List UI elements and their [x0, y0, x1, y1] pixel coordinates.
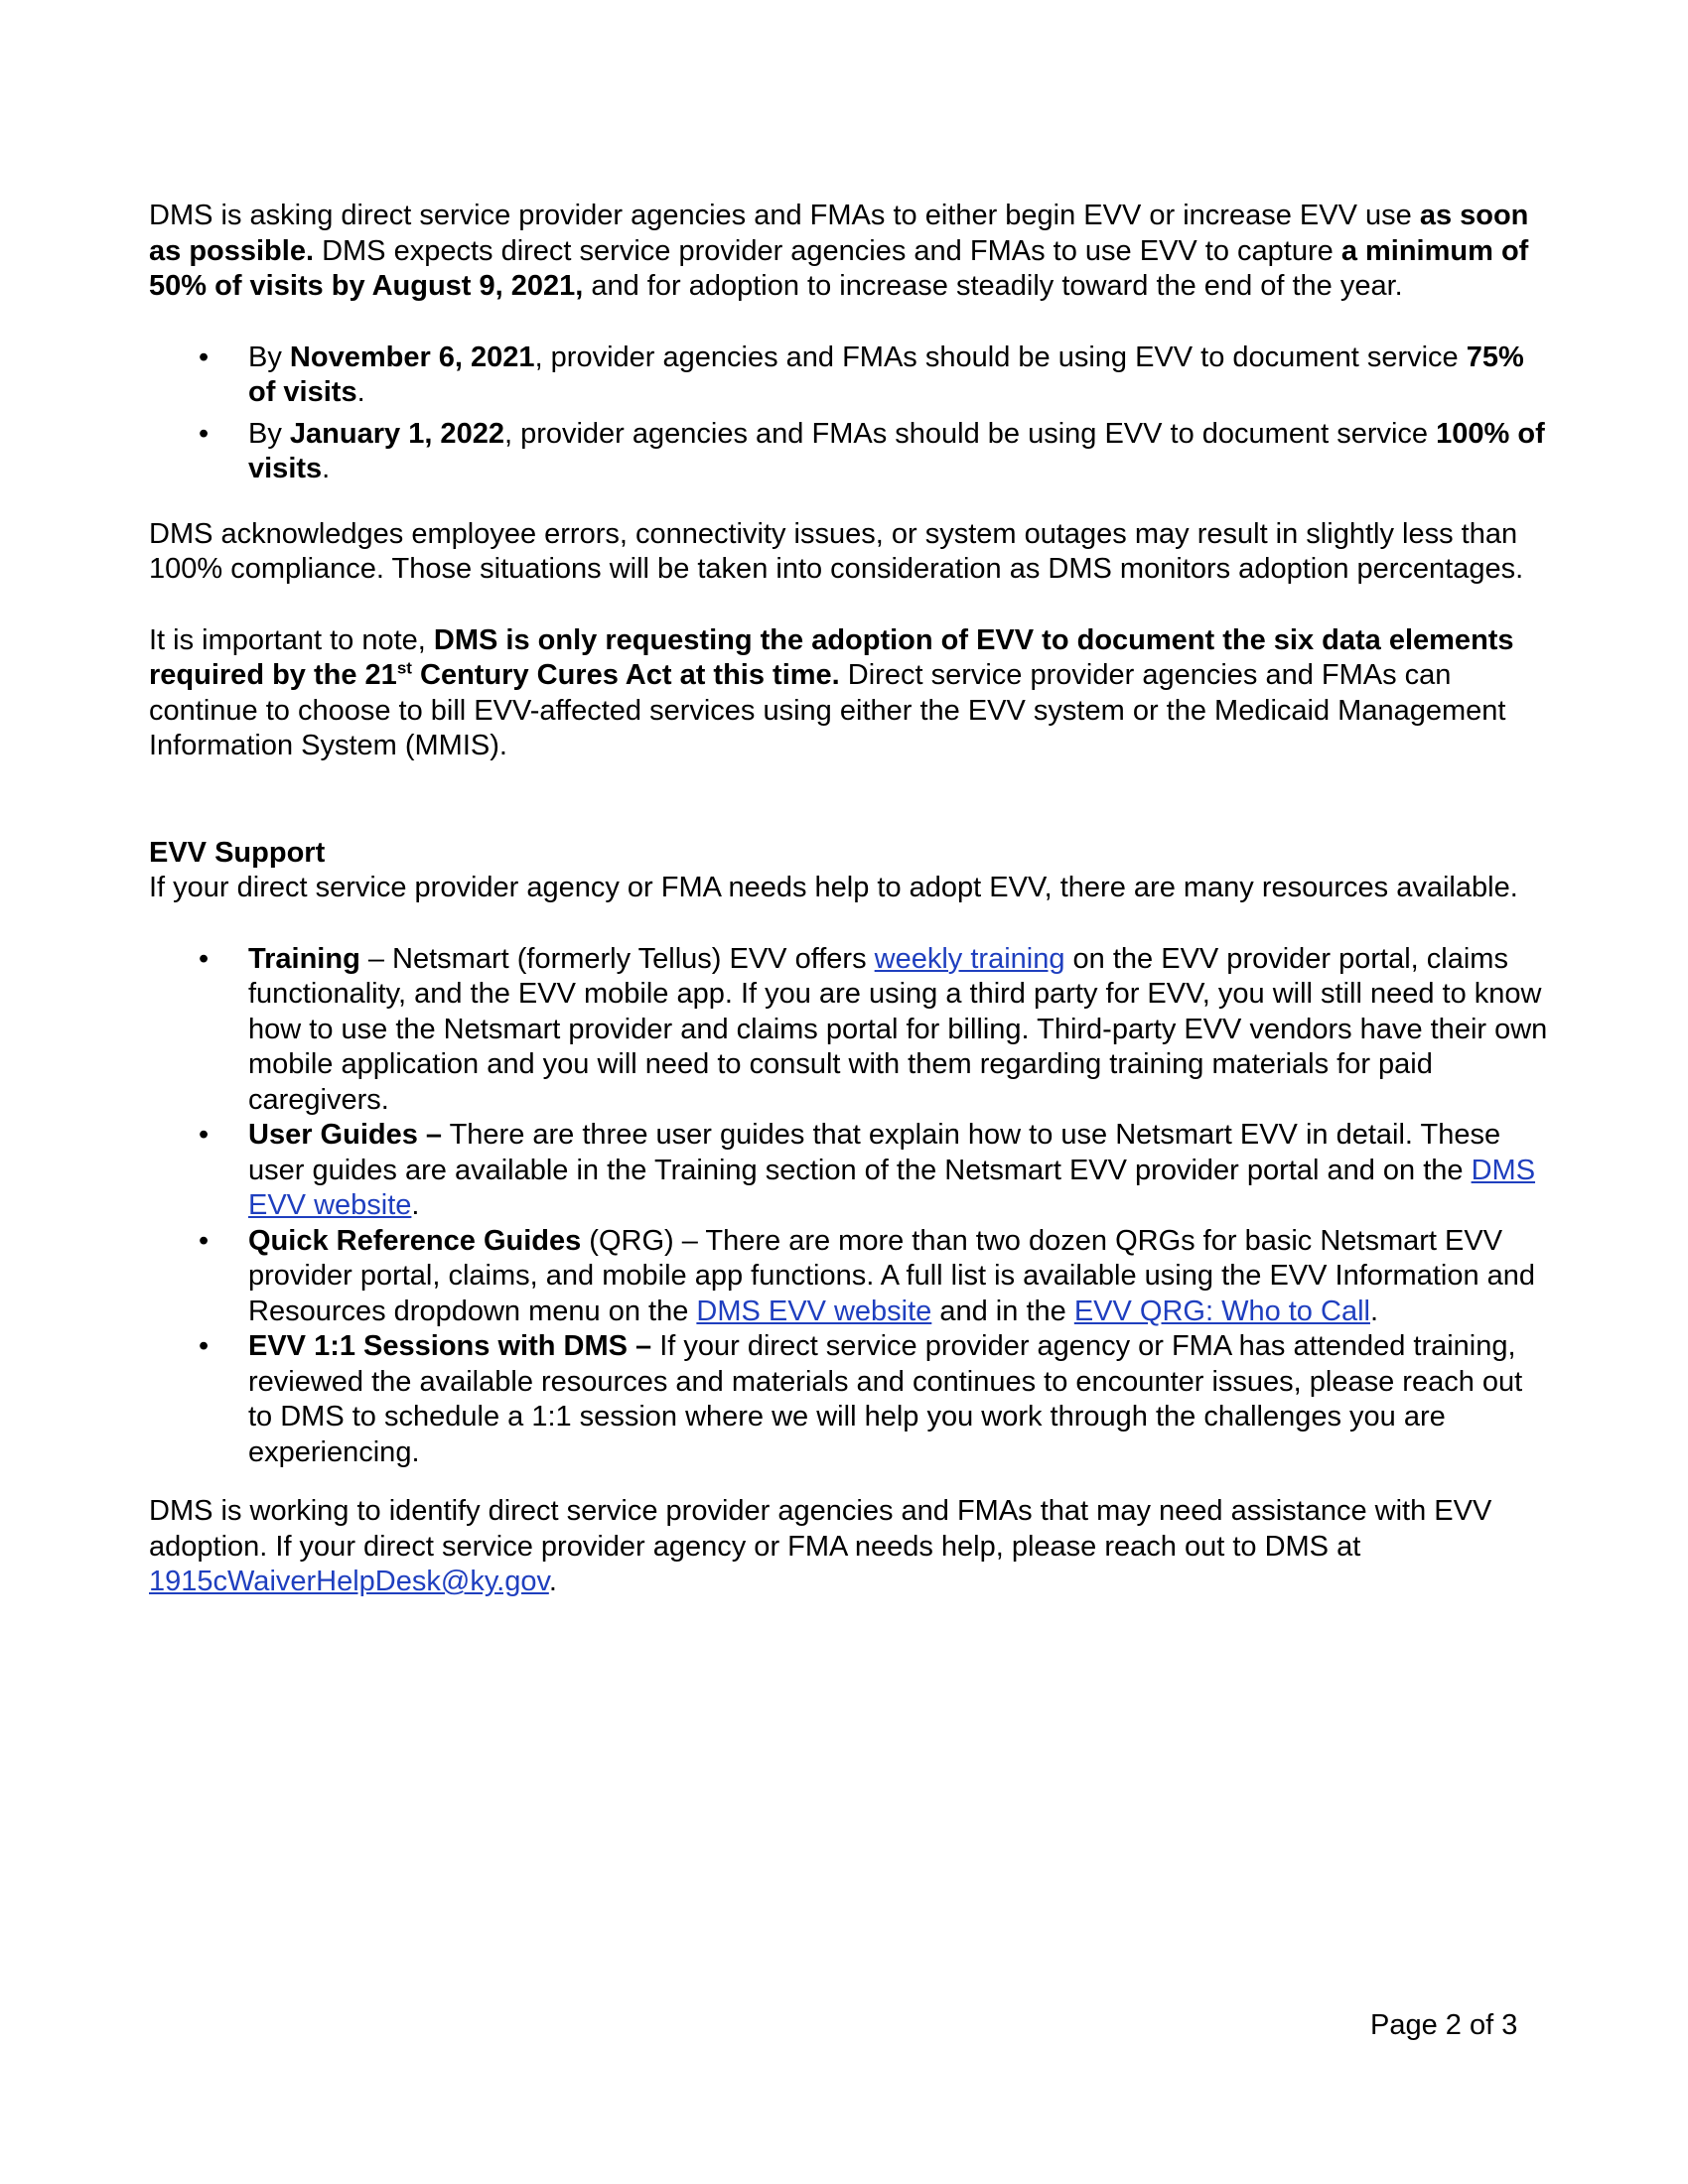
note-bold: DMS is only requesting the adoption of EVV to document the six data elements required by the 21st Century Cures Act at this time. — [149, 623, 1514, 691]
intro-bold-asap: as soon as possible. — [149, 200, 1529, 267]
milestone-item: • By November 6, 2021, provider agencies and FMAs should be using EVV to document service 75% of visits. — [149, 341, 1549, 411]
document-body — [149, 199, 1549, 1600]
weekly-training-link[interactable]: weekly training — [874, 942, 1065, 975]
resource-item-training: • Training – Netsmart (formerly Tellus) EVV offers weekly training on the EVV provider portal, claims functionality, and the EVV mobile app. If you are using a third party for EVV, you will still need to know how to use the Netsmart provider and claims portal for billing. Third-party EVV vendors have their own mobile application and you will need to consult with them regarding training materials for paid caregivers. — [149, 942, 1549, 1119]
dms-evv-website-link[interactable]: DMS EVV website — [248, 1154, 1536, 1221]
resource-item-sessions: • EVV 1:1 Sessions with DMS – If your direct service provider agency or FMA has attended training, reviewed the available resources and materials and continues to encounter issues, please reach out to DMS to schedule a 1:1 session where we will help you work through the challenges you are experiencing. — [149, 1329, 1549, 1470]
intro-paragraph: DMS is asking direct service provider agencies and FMAs to either begin EVV or increase EVV use as soon as possible. DMS expects direct service provider agencies and FMAs to use EVV to capture a minimum of 50% of visits by August 9, 2021, and for adoption to increase steadily toward the end of the year. — [149, 200, 1529, 302]
milestone-list — [149, 341, 1549, 487]
help-desk-email-link[interactable]: 1915cWaiverHelpDesk@ky.gov — [149, 1566, 549, 1597]
closing-paragraph: DMS is working to identify direct service provider agencies and FMAs that may need assistance with EVV adoption. If your direct service provider agency or FMA needs help, please reach out to DMS at 1915cWaiverHelpDesk@ky.gov. — [149, 1495, 1492, 1597]
resource-item-user-guides: • User Guides – There are three user guides that explain how to use Netsmart EVV in detail. These user guides are available in the Training section of the Netsmart EVV provider portal and on the DMS EVV website. — [149, 1118, 1549, 1224]
intro-bold-minimum: a minimum of 50% of visits by August 9, 2021, — [149, 234, 1529, 302]
support-heading: EVV Support — [149, 836, 326, 869]
support-intro: If your direct service provider agency or FMA needs help to adopt EVV, there are many resources available. — [149, 872, 1518, 903]
resource-list — [149, 942, 1549, 1471]
milestone-item: • By January 1, 2022, provider agencies and FMAs should be using EVV to document service 100% of visits. — [149, 417, 1549, 487]
evv-qrg-who-to-call-link[interactable]: EVV QRG: Who to Call — [1073, 1295, 1370, 1327]
page-number: Page 2 of 3 — [1370, 2009, 1518, 2041]
acknowledge-paragraph: DMS acknowledges employee errors, connectivity issues, or system outages may result in slightly less than 100% compliance. Those situations will be taken into consideration as DMS monitors adoption percentages. — [149, 517, 1524, 585]
note-paragraph: It is important to note, DMS is only requesting the adoption of EVV to document the six data elements required by the 21st Century Cures Act at this time. Direct service provider agencies and FMAs can continue to choose to bill EVV-affected services using either the EVV system or the Medicaid Management Information System (MMIS). — [149, 623, 1514, 761]
dms-evv-website-link[interactable]: DMS EVV website — [696, 1295, 932, 1327]
resource-item-qrg: • Quick Reference Guides (QRG) – There are more than two dozen QRGs for basic Netsmart EVV provider portal, claims, and mobile app functions. A full list is available using the EVV Information and Resources dropdown menu on the DMS EVV website and in the EVV QRG: Who to Call. — [149, 1224, 1549, 1330]
